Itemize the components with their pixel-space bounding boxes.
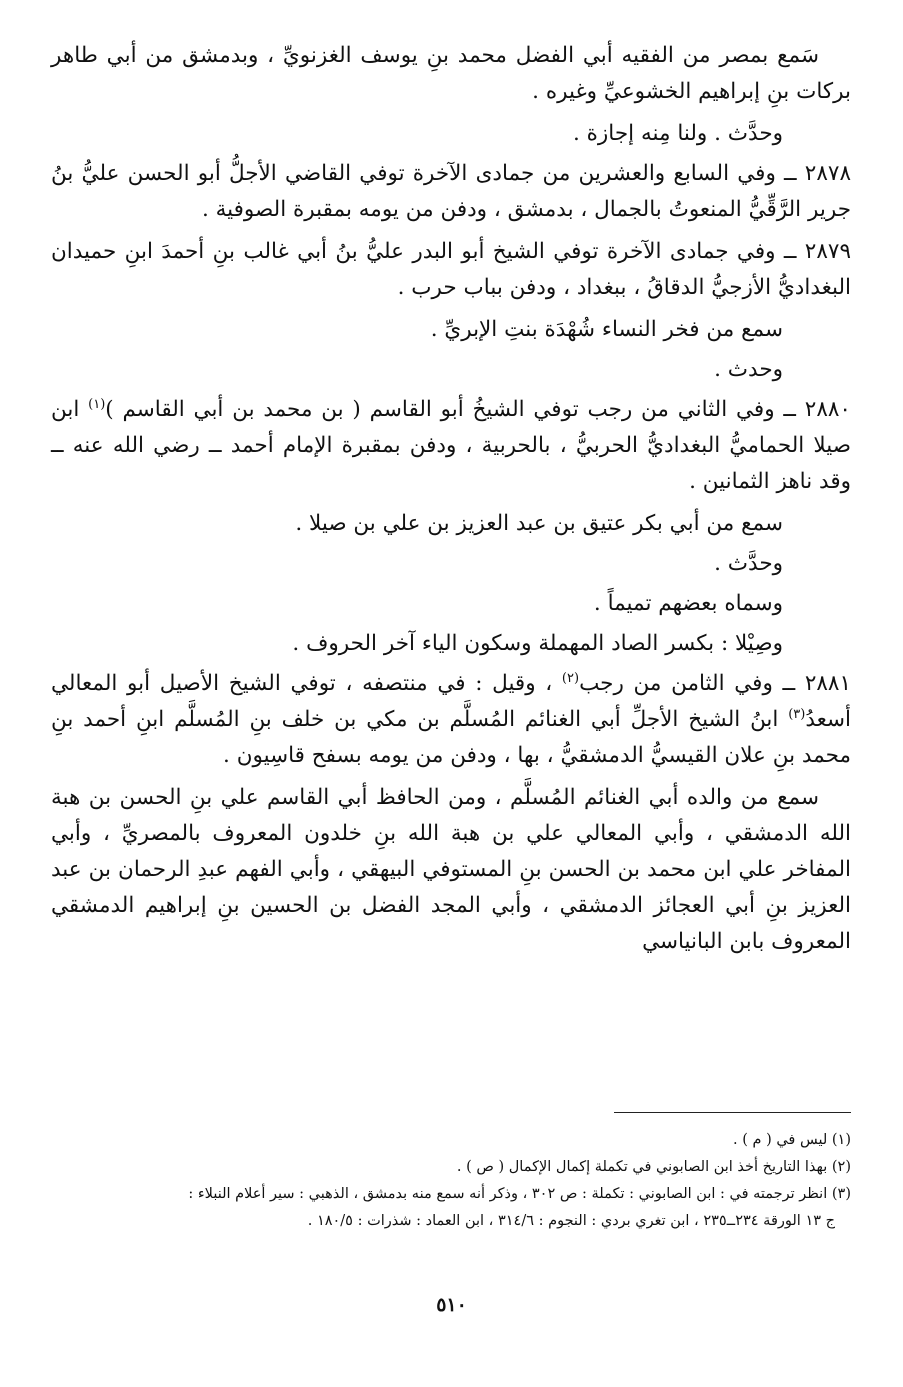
footnote-marker: (٢) xyxy=(831,1159,851,1175)
main-text xyxy=(51,38,851,966)
paragraph-text: سمع من أبي بكر عتيق بن عبد العزيز بن علي بن صيلا . xyxy=(295,511,783,536)
footnote-3 xyxy=(51,1182,851,1207)
paragraph-text: وحدَّث . xyxy=(714,551,783,576)
paragraph-text: وسماه بعضهم تميماً . xyxy=(593,591,783,616)
entry-text: ٢٨٨٠ ــ وفي الثاني من رجب توفي الشيخُ أبو القاسم ( بن محمد بن أبي القاسم ) xyxy=(105,397,851,422)
entry-text: ٢٨٧٩ ــ وفي جمادى الآخرة توفي الشيخ أبو البدر عليُّ بنُ أبي غالب بنِ أحمدَ ابنِ حميدان البغداديُّ الأزجيُّ الدقاقُ ، ببغداد ، ودفن بباب حرب . xyxy=(51,239,851,300)
footnote-divider xyxy=(614,1112,851,1113)
paragraph-text: سَمع بمصر من الفقيه أبي الفضل محمد بنِ يوسف الغزنويِّ ، وبدمشق من أبي طاهر بركات بنِ إبراهيم الخشوعيِّ وغيره . xyxy=(51,43,851,104)
entry-2878 xyxy=(51,156,851,228)
paragraph-text: وحدَّث . ولنا مِنه إجازة . xyxy=(572,121,783,146)
entry-text: ، وقيل : في منتصفه ، توفي الشيخ الأصيل أبو المعالي أسعدُ xyxy=(51,671,851,732)
footnote-text: ليس في ( م ) . xyxy=(733,1132,828,1148)
entry-2879 xyxy=(51,234,851,306)
entry-text: ابن صيلا الحماميُّ البغداديُّ الحربيُّ ، بالحربية ، ودفن بمقبرة الإمام أحمد ــ رضي الله عنه ــ وقد ناهز الثمانين . xyxy=(51,397,851,494)
page-number: ٥١٠ xyxy=(436,1294,467,1316)
paragraph-haddath-2 xyxy=(51,546,851,582)
paragraph-text: سمع من فخر النساء شُهْدَة بنتِ الإبريِّ . xyxy=(430,317,783,342)
footnote-ref-1[interactable]: (١) xyxy=(88,396,106,412)
footnote-1 xyxy=(51,1128,851,1153)
entry-text: ابنُ الشيخ الأجلِّ أبي الغنائم المُسلَّم بن مكي بن خلف بنِ المُسلَّم ابنِ أحمد بنِ محمد بنِ علان القيسيُّ الدمشقيُّ ، بها ، ودفن من يومه بسفح قاسِيون . xyxy=(51,707,851,768)
paragraph-text: وصِيْلا : بكسر الصاد المهملة وسكون الياء آخر الحروف . xyxy=(292,631,783,656)
paragraph-atiq xyxy=(51,506,851,542)
paragraph-shuhda xyxy=(51,312,851,348)
entry-text: ٢٨٨١ ــ وفي الثامن من رجب xyxy=(579,671,852,696)
footnote-marker: (٣) xyxy=(831,1186,851,1202)
footnote-2 xyxy=(51,1155,851,1180)
footnote-text: انظر ترجمته في : ابن الصابوني : تكملة : ص ٣٠٢ ، وذكر أنه سمع منه بدمشق ، الذهبي : سير أعلام النبلاء : xyxy=(188,1186,828,1202)
entry-text: ٢٨٧٨ ــ وفي السابع والعشرين من جمادى الآخرة توفي القاضي الأجلُّ أبو الحسن عليُّ بنُ جرير الرَّقِّيُّ المنعوتُ بالجمال ، بدمشق ، ودفن من يومه بمقبرة الصوفية . xyxy=(51,161,851,222)
footnote-ref-3[interactable]: (٣) xyxy=(788,706,806,722)
paragraph-text: سمع من والده أبي الغنائم المُسلَّم ، ومن الحافظ أبي القاسم علي بنِ الحسن بن هبة الله الدمشقي ، وأبي المعالي علي بن هبة الله بنِ خلدون المعروف بالمصريِّ ، وأبي المفاخر علي ابن محمد بن الحسن بنِ المستوفي البيهقي ، وأبي الفهم عبدِ الرحمان بن عبد العزيز بنِ أبي العجائز الدمشقي ، وأبي المجد الفضل بن الحسين بنِ إبراهيم الدمشقي المعروف بابن البانياسي xyxy=(51,785,851,954)
entry-2881 xyxy=(51,666,851,774)
paragraph-sila-spelling xyxy=(51,626,851,662)
entry-2880 xyxy=(51,392,851,500)
footnote-ref-2[interactable]: (٢) xyxy=(561,670,580,686)
paragraph-haddath-ijaza xyxy=(51,116,851,152)
paragraph-tamim xyxy=(51,586,851,622)
footnote-marker: (١) xyxy=(831,1132,851,1148)
footnotes xyxy=(51,1128,851,1234)
paragraph-sama-bimisr xyxy=(51,38,851,110)
footnote-3-continuation xyxy=(51,1209,851,1234)
footnote-text: بهذا التاريخ أخذ ابن الصابوني في تكملة إكمال الإكمال ( ص ) . xyxy=(456,1159,828,1175)
footnote-text: ج ١٣ الورقة ٢٣٤ــ٢٣٥ ، ابن تغري بردي : النجوم : ٣١٤/٦ ، ابن العماد : شذرات : ١٨٠/٥ . xyxy=(307,1213,835,1229)
paragraph-text: وحدث . xyxy=(714,357,783,382)
paragraph-haddath xyxy=(51,352,851,388)
paragraph-teachers xyxy=(51,780,851,960)
